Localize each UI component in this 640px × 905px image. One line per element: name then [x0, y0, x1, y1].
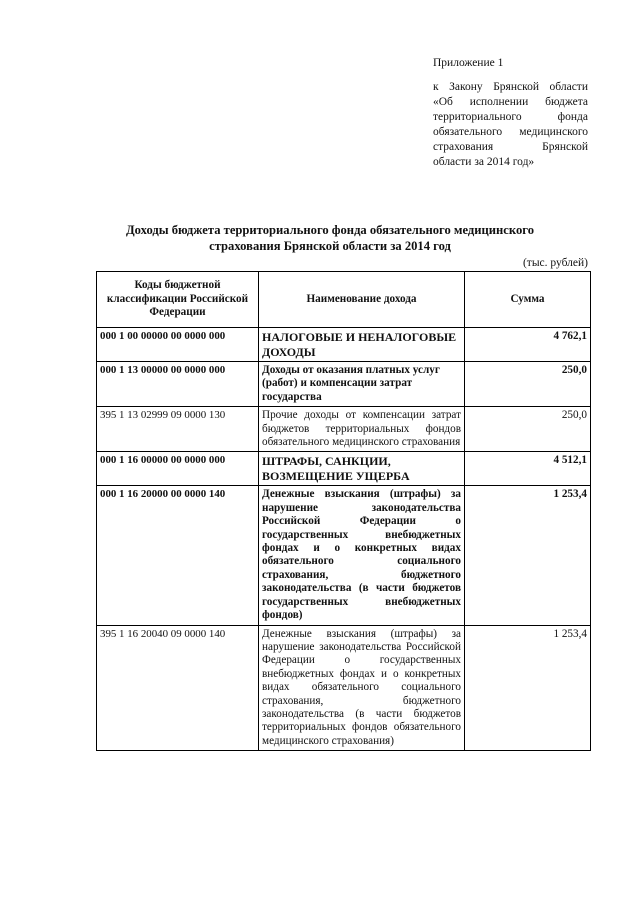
- row-code: 395 1 13 02999 09 0000 130: [97, 407, 259, 452]
- appendix-line: к Закону Брянской области: [433, 81, 588, 93]
- table-row: [97, 452, 591, 486]
- header-code: Коды бюджетной классификации Российской Федерации: [97, 272, 259, 328]
- header-name: Наименование дохода: [259, 272, 465, 328]
- row-name: ШТРАФЫ, САНКЦИИ, ВОЗМЕЩЕНИЕ УЩЕРБА: [259, 452, 465, 486]
- appendix-line: обязательного медицинского: [433, 126, 588, 138]
- row-name: Доходы от оказания платных услуг (работ) и компенсации затрат государства: [259, 362, 465, 407]
- row-name: Денежные взыскания (штрафы) за нарушение законодательства Российской Федерации о государственных внебюджетных фондах и о конкретных видах обязательного социального страхования, бюджетного законодательства (в части бюджетов государственных внебюджетных фондов): [259, 486, 465, 625]
- table-row: [97, 362, 591, 407]
- revenue-table: [96, 271, 591, 751]
- row-amount: 4 762,1: [465, 328, 591, 362]
- appendix-line: «Об исполнении бюджета: [433, 96, 588, 108]
- appendix-line: территориального фонда: [433, 111, 588, 123]
- unit-label: (тыс. рублей): [522, 257, 588, 269]
- row-code: 000 1 16 20000 00 0000 140: [97, 486, 259, 625]
- row-code: 000 1 16 00000 00 0000 000: [97, 452, 259, 486]
- appendix-number: Приложение 1: [433, 57, 504, 69]
- table-row: [97, 328, 591, 362]
- row-name: НАЛОГОВЫЕ И НЕНАЛОГОВЫЕ ДОХОДЫ: [259, 328, 465, 362]
- row-amount: 1 253,4: [465, 486, 591, 625]
- row-name: Прочие доходы от компенсации затрат бюджетов территориальных фондов обязательного медицинского страхования: [259, 407, 465, 452]
- table-header-row: [97, 272, 591, 328]
- row-amount: 250,0: [465, 407, 591, 452]
- row-amount: 4 512,1: [465, 452, 591, 486]
- appendix-line: страхования Брянской: [433, 141, 588, 153]
- row-code: 395 1 16 20040 09 0000 140: [97, 625, 259, 751]
- table-row: [97, 625, 591, 751]
- row-code: 000 1 13 00000 00 0000 000: [97, 362, 259, 407]
- row-code: 000 1 00 00000 00 0000 000: [97, 328, 259, 362]
- header-amount: Сумма: [465, 272, 591, 328]
- row-amount: 1 253,4: [465, 625, 591, 751]
- row-amount: 250,0: [465, 362, 591, 407]
- table-row: [97, 486, 591, 625]
- document-title: Доходы бюджета территориального фонда обязательного медицинского страхования Брянской области за 2014 год: [125, 223, 534, 253]
- appendix-line: области за 2014 год»: [433, 156, 535, 168]
- row-name: Денежные взыскания (штрафы) за нарушение законодательства Российской Федерации о государственных внебюджетных фондах и о конкретных видах обязательного социального страхования, бюджетного законодательства (в части бюджетов территориальных фондов обязательного медицинского страхования): [259, 625, 465, 751]
- appendix-block: [433, 56, 588, 170]
- table-row: [97, 407, 591, 452]
